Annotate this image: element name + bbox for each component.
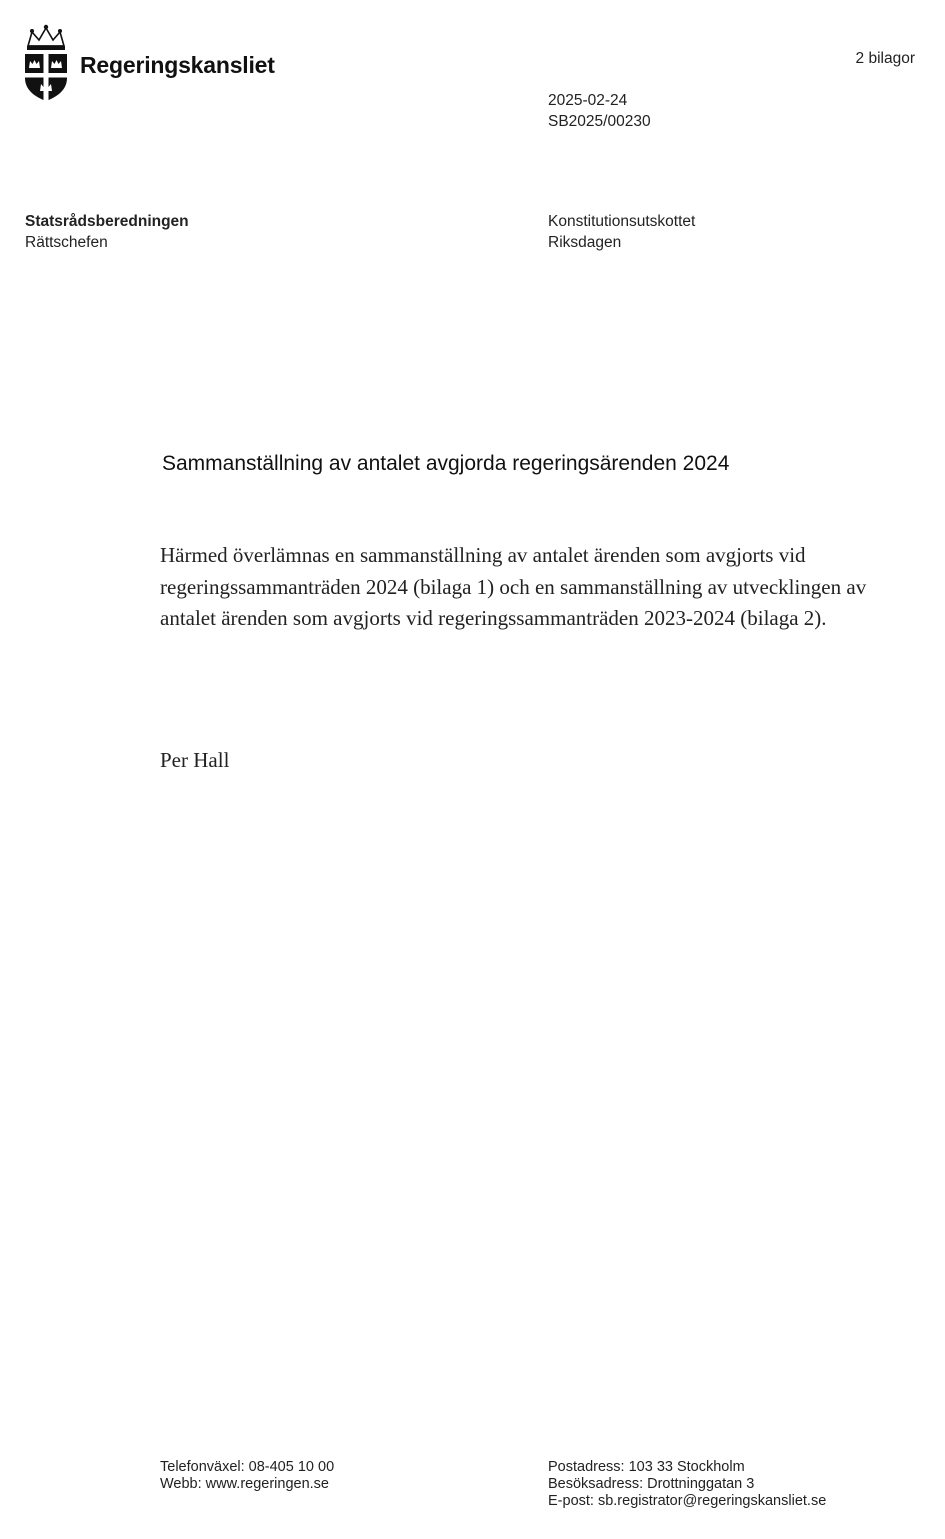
footer-address bbox=[548, 1459, 826, 1510]
logo-text: Regeringskansliet bbox=[80, 51, 275, 78]
footer-phone: Telefonväxel: 08-405 10 00 bbox=[160, 1459, 335, 1475]
sender-department: Statsrådsberedningen bbox=[25, 213, 189, 230]
document-date: 2025-02-24 bbox=[548, 92, 628, 109]
footer-email: E-post: sb.registrator@regeringskansliet.se bbox=[548, 1493, 827, 1509]
footer-postal: Postadress: 103 33 Stockholm bbox=[548, 1459, 745, 1475]
document-title: Sammanställning av antalet avgjorda regeringsärenden 2024 bbox=[162, 452, 730, 475]
recipient-committee: Konstitutionsutskottet bbox=[548, 213, 696, 230]
footer-visit: Besöksadress: Drottninggatan 3 bbox=[548, 1476, 755, 1492]
document-meta bbox=[548, 90, 651, 132]
organization-logo bbox=[22, 24, 275, 102]
recipient-block bbox=[548, 211, 695, 253]
recipient-organization: Riksdagen bbox=[548, 234, 622, 251]
sender-block bbox=[25, 211, 189, 253]
signature-name: Per Hall bbox=[160, 748, 230, 772]
document-reference: SB2025/00230 bbox=[548, 113, 651, 130]
document-body: Härmed överlämnas en sammanställning av antalet ärenden som avgjorts vid regeringssammanträden 2024 (bilaga 1) och en sammanställning av utvecklingen av antalet ärenden som avgjorts vid regeringssammanträden 2023-2024 (bilaga 2). bbox=[160, 543, 867, 630]
attachments-count: 2 bilagor bbox=[855, 50, 915, 67]
footer-contact bbox=[160, 1459, 334, 1493]
footer-web: Webb: www.regeringen.se bbox=[160, 1476, 329, 1492]
government-emblem-icon bbox=[22, 24, 70, 102]
sender-unit: Rättschefen bbox=[25, 234, 108, 251]
